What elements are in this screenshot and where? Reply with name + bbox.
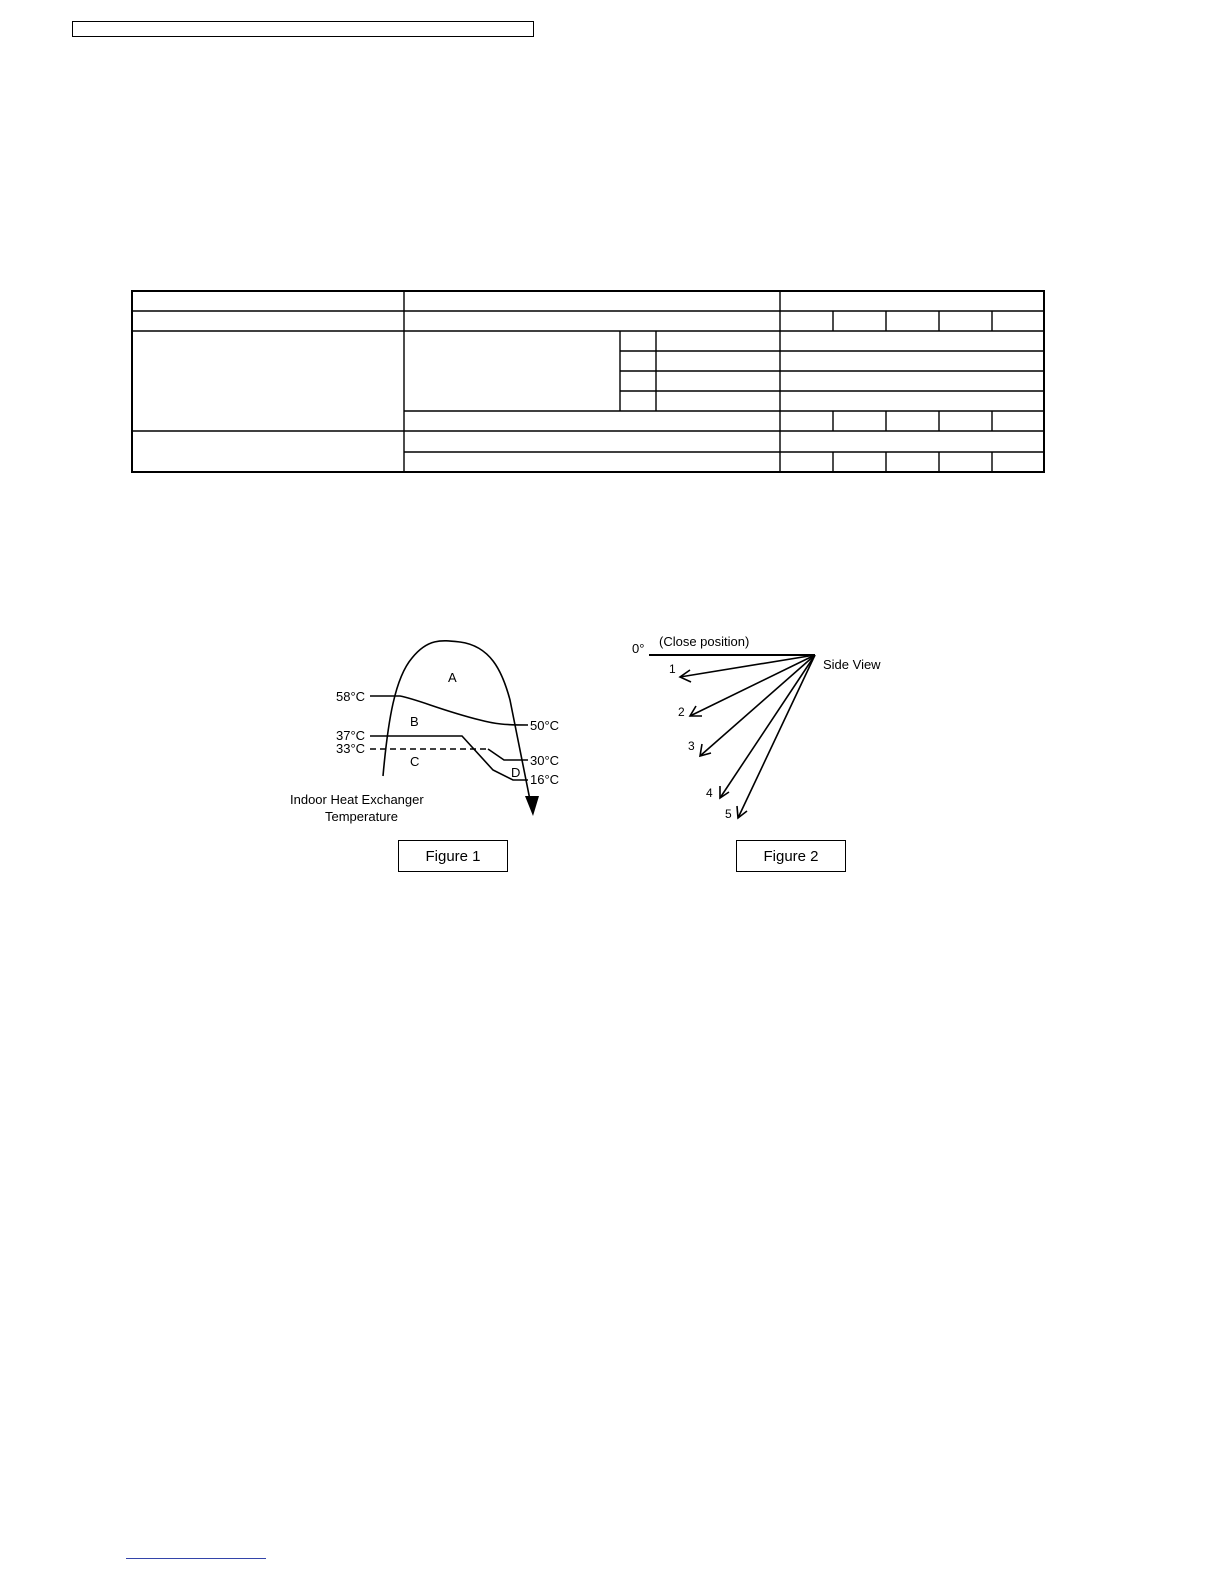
figure1-label-box bbox=[398, 840, 508, 872]
fig2-position-5-line bbox=[738, 655, 815, 818]
fig2-position-3-label: 3 bbox=[688, 739, 695, 753]
figures-svg bbox=[0, 600, 1224, 900]
fig2-position-5-label: 5 bbox=[725, 807, 732, 821]
figure2-label-box bbox=[736, 840, 846, 872]
fig1-region-c: C bbox=[410, 754, 420, 769]
fig2-side-view-label: Side View bbox=[823, 657, 881, 672]
fig2-position-4-label: 4 bbox=[706, 786, 713, 800]
fig2-position-2-line bbox=[690, 655, 815, 716]
fig1-label-30: 30°C bbox=[530, 753, 560, 768]
figure1-diagram bbox=[370, 641, 539, 816]
fig1-label-16: 16°C bbox=[530, 772, 560, 787]
fig2-position-1-label: 1 bbox=[669, 662, 676, 676]
figure2-label: Figure 2 bbox=[763, 847, 819, 865]
fig1-line-37 bbox=[370, 736, 528, 780]
fig1-label-50: 50°C bbox=[530, 718, 560, 733]
fig1-caption-line1: Indoor Heat Exchanger bbox=[290, 792, 424, 807]
spec-table bbox=[131, 290, 1045, 473]
fig1-label-33: 33°C bbox=[336, 741, 366, 756]
fig1-region-b: B bbox=[410, 714, 419, 729]
figures-area bbox=[0, 600, 1224, 900]
fig2-zero-label: 0° bbox=[632, 641, 645, 656]
fig1-curve-arrowhead bbox=[525, 796, 539, 816]
fig1-label-37: 37°C bbox=[336, 728, 366, 743]
figure1-label: Figure 1 bbox=[425, 847, 481, 865]
footer-link-underline bbox=[126, 1558, 266, 1559]
header-box bbox=[72, 21, 534, 37]
figure2-diagram bbox=[649, 655, 815, 818]
fig1-caption-line2: Temperature bbox=[325, 809, 398, 824]
fig2-close-label: (Close position) bbox=[659, 634, 750, 649]
fig1-region-a: A bbox=[448, 670, 457, 685]
fig2-position-2-label: 2 bbox=[678, 705, 685, 719]
fig1-region-d: D bbox=[511, 765, 521, 780]
fig1-label-58: 58°C bbox=[336, 689, 366, 704]
